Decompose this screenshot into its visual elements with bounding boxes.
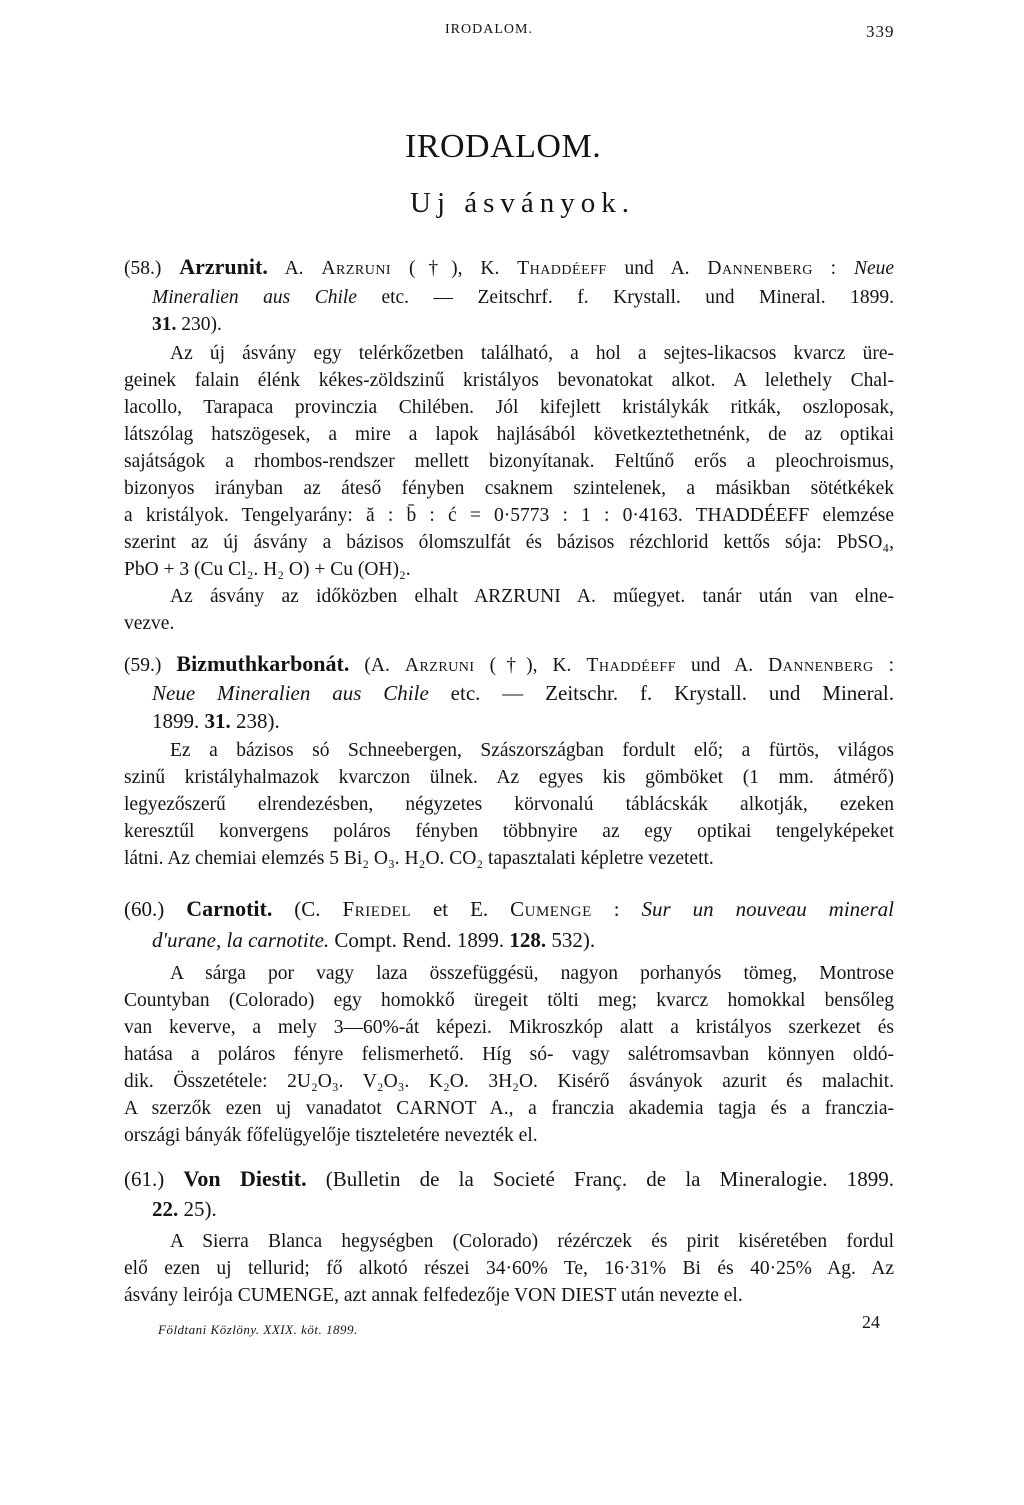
mineral-name: Arzrunit. xyxy=(179,254,268,279)
entry-number: (60.) xyxy=(124,897,165,921)
entry-61-body-line: ásvány leirója CUMENGE, azt annak felfedezője VON DIEST után nevezte el. xyxy=(124,1285,743,1306)
entry-59-body-line: Ez a bázisos só Schneebergen, Szászországban fordult elő; a fürtös, világos xyxy=(170,740,894,761)
entry-58-body-line: sajátságok a rhombos-rendszer mellett bizonyítanak. Feltűnő erős a pleochroismus, xyxy=(124,451,894,472)
entry-58-body-line: lacollo, Tarapaca provinczia Chilében. Jól kifejlett kristálykák ritkák, oszloposak, xyxy=(124,397,894,418)
entry-60-body-line: dik. Összetétele: 2U₂O₃. V₂O₃. K₂O. 3H₂O. Kisérő ásványok azurit és malachit. xyxy=(124,1071,894,1092)
entry-60-citation: d'urane, la carnotite. Compt. Rend. 1899. 128. 532). xyxy=(152,928,596,952)
entry-60-body-line: hatása a poláros fényre felismerhető. Híg só- vagy salétromsavban könnyen oldó- xyxy=(124,1044,894,1065)
entry-61-citation-end: 22. 25). xyxy=(152,1197,217,1221)
entry-58-citation: Mineralien aus Chile etc. — Zeitschrf. f. Krystall. und Mineral. 1899. xyxy=(152,287,894,308)
footer-signature: 24 xyxy=(862,1312,880,1332)
entry-58-formula-line: PbO + 3 (Cu Cl₂. H₂ O) + Cu (OH)₂. xyxy=(124,559,411,580)
entry-58-body-line: vezve. xyxy=(124,613,175,634)
entry-58-body-line: geinek falain élénk kékes-zöldszinű kristályos bevonatokat alkot. A lelethely Chal- xyxy=(124,370,894,391)
page-number: 339 xyxy=(866,22,895,41)
entry-number: (59.) xyxy=(124,655,162,676)
entry-59-body-line: szinű kristályhalmazok kvarczon ülnek. Az egyes kis gömböket (1 mm. átmérő) xyxy=(124,767,894,788)
mineral-name: Bizmuthkarbonát. xyxy=(176,651,350,676)
entry-58-body-line: szerint az új ásvány a bázisos ólomszulfát és bázisos rézchlorid kettős sója: PbSO₄, xyxy=(124,532,894,553)
entry-61-body-line: elő ezen uj tellurid; fő alkotó részei 34·60% Te, 16·31% Bi és 40·25% Ag. Az xyxy=(124,1258,894,1279)
entry-59-heading: (59.) Bizmuthkarbonát. (A. Arzruni (†), K. Thaddéeff und A. Dannenberg : xyxy=(124,651,895,676)
section-subtitle: Uj ásványok. xyxy=(410,187,636,219)
entry-number: (61.) xyxy=(124,1167,165,1191)
entry-58-citation-end: 31. 230). xyxy=(152,314,222,335)
entry-60-body-line: A szerzők ezen uj vanadatot CARNOT A., a franczia akademia tagja és a franczia- xyxy=(124,1098,894,1119)
entry-58-body-line: a kristályok. Tengelyarány: ă : b̄ : ć = 0·5773 : 1 : 0·4163. THADDÉEFF elemzése xyxy=(124,505,894,526)
entry-number: (58.) xyxy=(124,258,162,279)
running-header: IRODALOM. xyxy=(445,22,533,37)
entry-60-body-line: A sárga por vagy laza összefüggésü, nagyon porhanyós tömeg, Montrose xyxy=(170,963,894,984)
entry-58-body-line: bizonyos irányban az áteső fényben csaknem szintelenek, a másikban sötétkékek xyxy=(124,478,894,499)
entry-60-body-line: országi bányák főfelügyelője tiszteletére nevezték el. xyxy=(124,1125,538,1146)
entry-59-body-line: legyezőszerű elrendezésben, négyzetes körvonalú táblácskák alkotják, ezeken xyxy=(124,794,894,815)
entry-58-body-line: látszólag hatszögesek, a mire a lapok hajlásából következtethetnénk, de az optikai xyxy=(124,424,894,445)
entry-58-body-line: Az ásvány az időközben elhalt ARZRUNI A. műegyet. tanár után van elne- xyxy=(170,586,894,607)
entry-58-body-line: Az új ásvány egy telérkőzetben található, a hol a sejtes-likacsos kvarcz üre- xyxy=(170,343,894,364)
entry-59-body-line: keresztűl konvergens poláros fényben többnyire az egy optikai tengelyképeket xyxy=(124,821,894,842)
entry-59-body-line: látni. Az chemiai elemzés 5 Bi₂ O₃. H₂O. CO₂ tapasztalati képletre vezetett. xyxy=(124,848,714,869)
entry-61-body-line: A Sierra Blanca hegységben (Colorado) rézérczek és pirit kiséretében fordul xyxy=(170,1231,894,1252)
footer-journal: Földtani Közlöny. XXIX. köt. 1899. xyxy=(158,1322,358,1337)
entry-60-heading: (60.) Carnotit. (C. Friedel et E. Cumenge : Sur un nouveau mineral xyxy=(124,896,895,921)
entry-61-heading: (61.) Von Diestit. (Bulletin de la Societé Franç. de la Mineralogie. 1899. xyxy=(124,1166,895,1191)
entry-58-heading: (58.) Arzrunit. A. Arzruni (†), K. Thaddéeff und A. Dannenberg : Neue xyxy=(124,254,895,279)
entry-60-body-line: Countyban (Colorado) egy homokkő üregeit tölti meg; kvarcz homokkal bensőleg xyxy=(124,990,894,1011)
mineral-name: Carnotit. xyxy=(186,896,273,921)
entry-59-citation-end: 1899. 31. 238). xyxy=(152,709,280,733)
mineral-name: Von Diestit. xyxy=(183,1166,307,1191)
entry-59-citation: Neue Mineralien aus Chile etc. — Zeitschr. f. Krystall. und Mineral. xyxy=(152,681,894,705)
section-title: IRODALOM. xyxy=(405,128,602,165)
entry-60-body-line: van keverve, a mely 3—60%-át képezi. Mikroszkóp alatt a kristályos szerkezet és xyxy=(124,1017,894,1038)
